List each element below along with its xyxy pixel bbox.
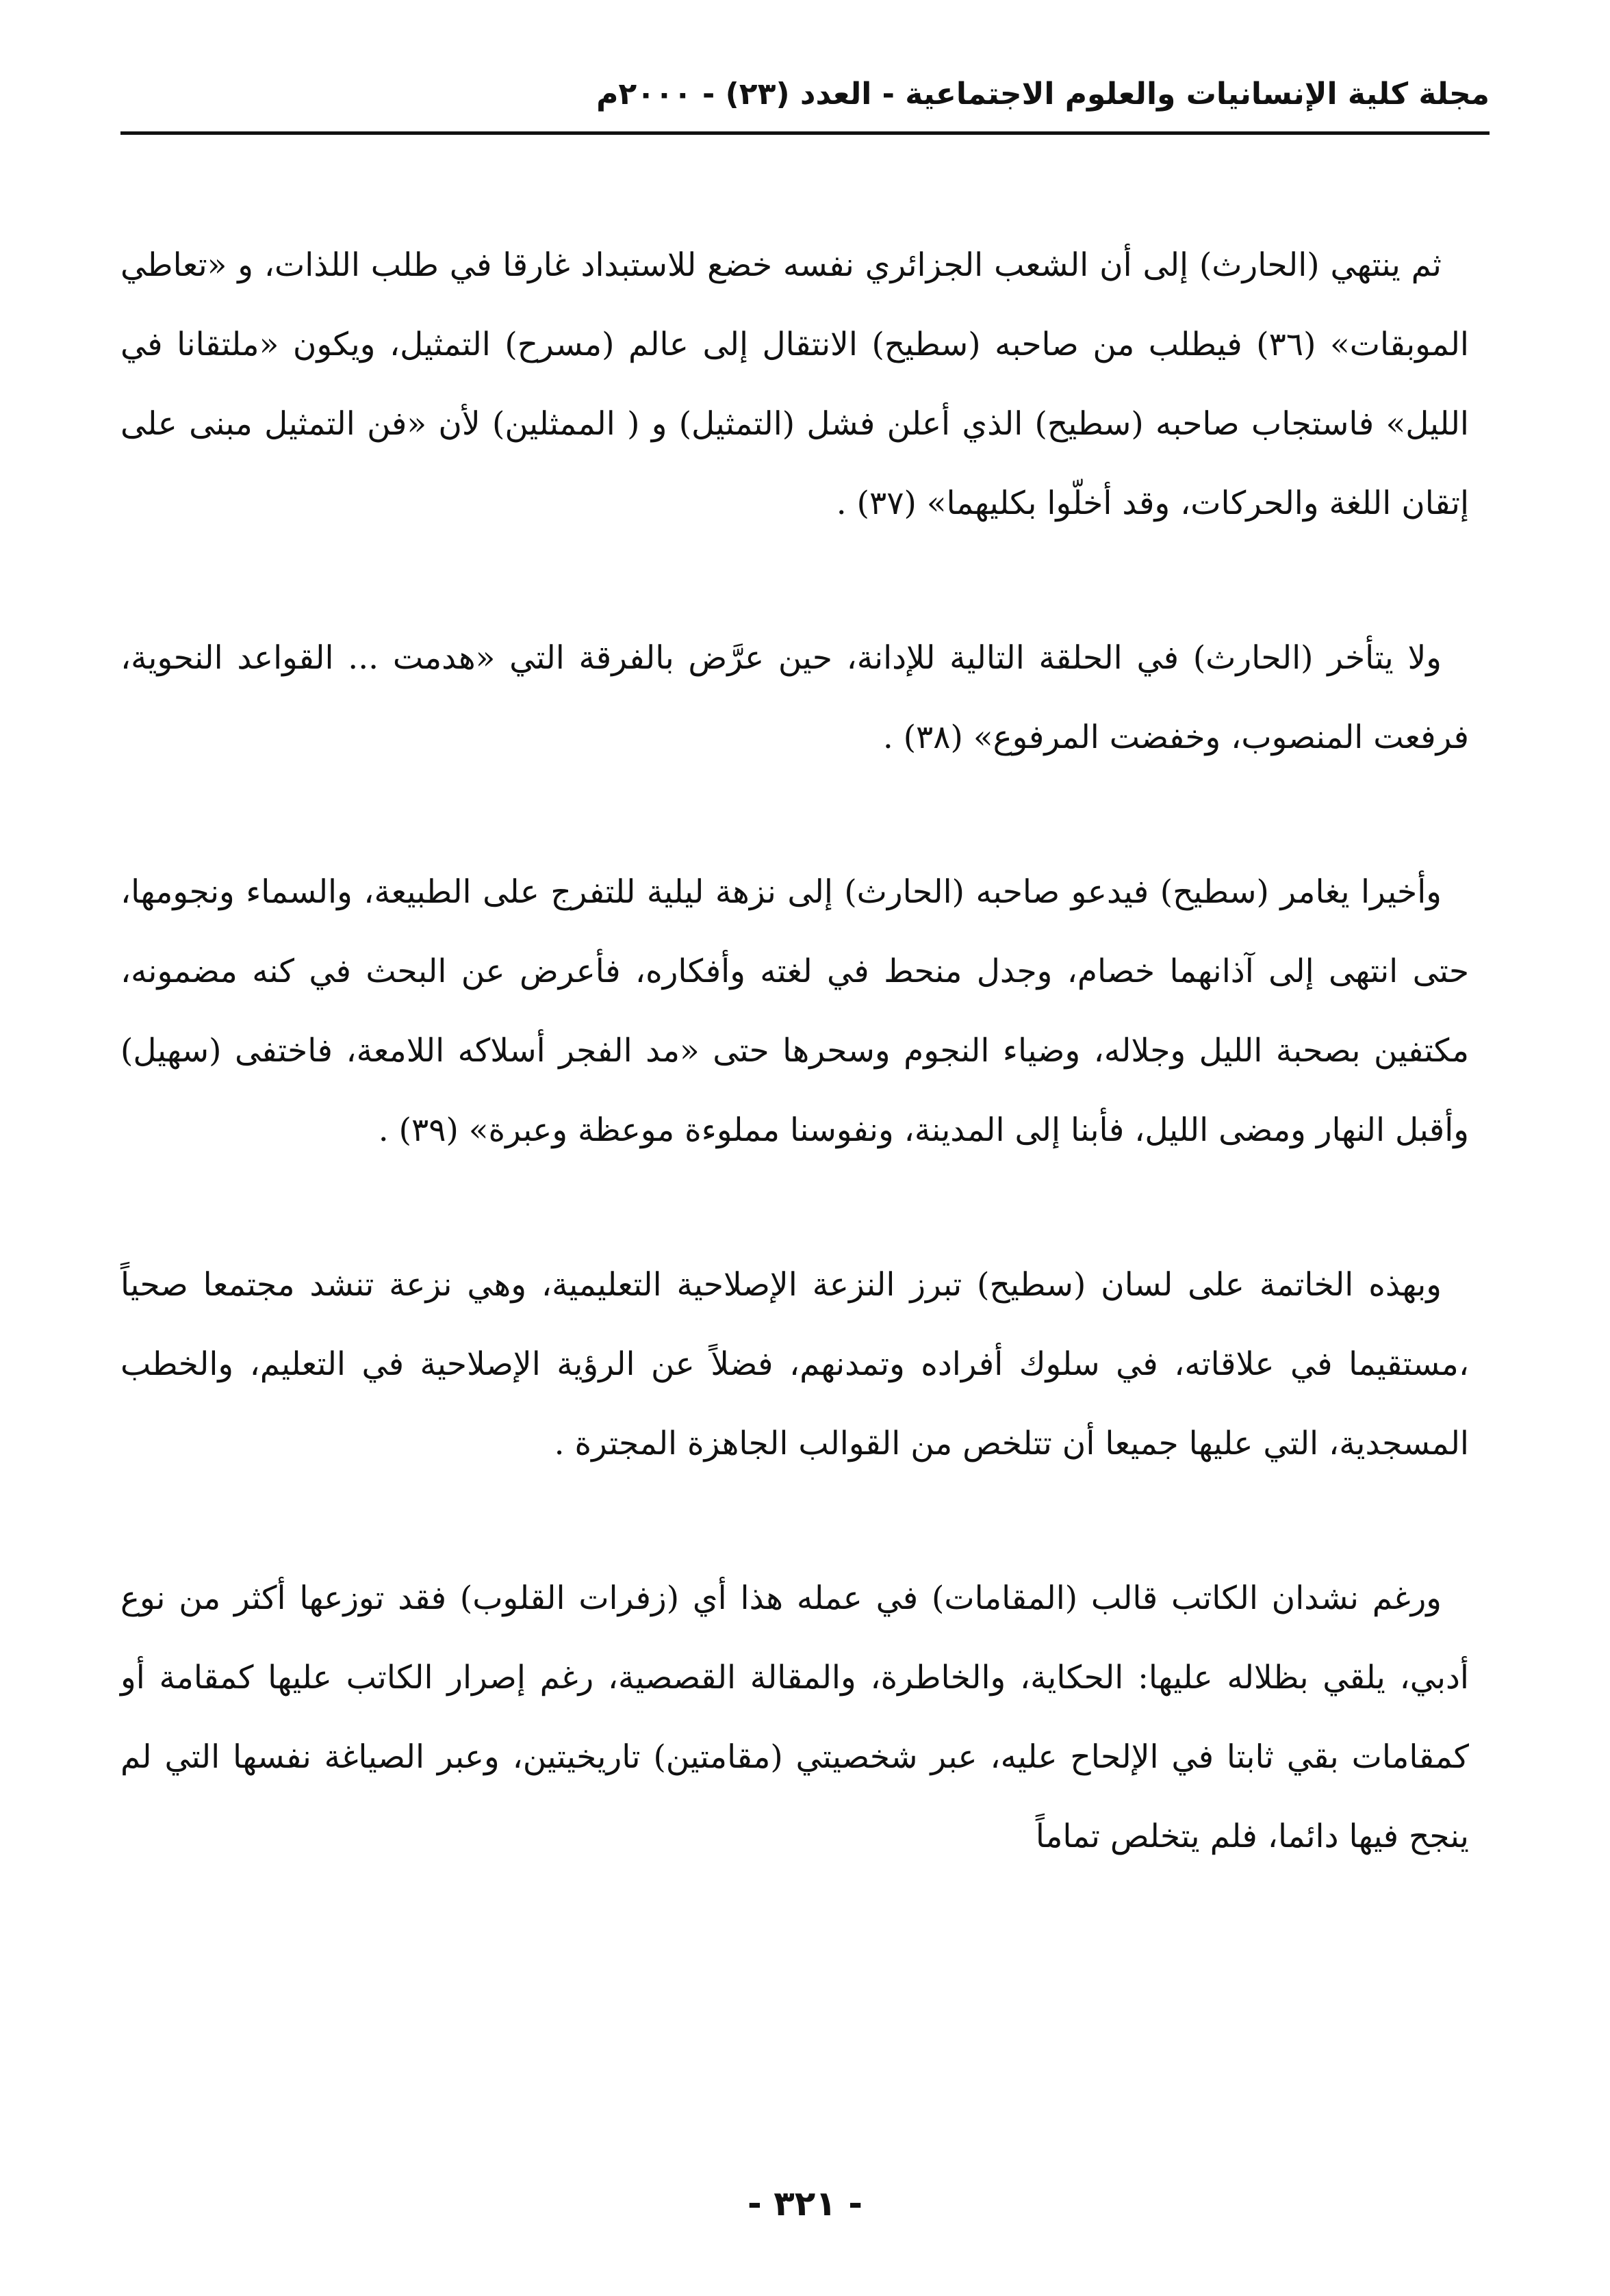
- running-header: [120, 66, 1490, 134]
- paragraph: ولا يتأخر (الحارث) في الحلقة التالية للإدانة، حين عرَّض بالفرقة التي «هدمت ... القواعد النحوية، فرفعت المنصوب، وخفضت المرفوع» (٣٨) .: [120, 639, 1469, 756]
- paragraph: ثم ينتهي (الحارث) إلى أن الشعب الجزائري نفسه خضع للاستبداد غارقا في طلب اللذات، و «تعاطي الموبقات» (٣٦) فيطلب من صاحبه (سطيح) الانتقال إلى عالم (مسرح) التمثيل، ويكون «ملتقانا في الليل» فاستجاب صاحبه (سطيح) الذي أعلن فشل (التمثيل) و ( الممثلين) لأن «فن التمثيل مبنى على إتقان اللغة والحركات، وقد أخلّوا بكليهما» (٣٧) .: [120, 246, 1469, 522]
- paragraph: ورغم نشدان الكاتب قالب (المقامات) في عمله هذا أي (زفرات القلوب) فقد توزعها أكثر من نوع أدبي، يلقي بظلاله عليها: الحكاية، والخاطرة، والمقالة القصصية، رغم إصرار الكاتب عليها كمقامة أو كمقامات بقي ثابتا في الإلحاح عليه، عبر شخصيتي (مقامتين) تاريخيتين، وعبر الصياغة نفسها التي لم ينجح فيها دائما، فلم يتخلص تماماً: [120, 1579, 1469, 1855]
- page-number: - ٣٢١ -: [748, 2184, 862, 2223]
- paragraph: وبهذه الخاتمة على لسان (سطيح) تبرز النزعة الإصلاحية التعليمية، وهي نزعة تنشد مجتمعا صحياً ،مستقيما في علاقاته، في سلوك أفراده وتمدنهم، فضلاً عن الرؤية الإصلاحية في التعليم، والخطب المسجدية، التي عليها جميعا أن تتلخص من القوالب الجاهزة المجترة .: [120, 1266, 1469, 1462]
- journal-title: مجلة كلية الإنسانيات والعلوم الاجتماعية - العدد (٢٣) - ٢٠٠٠م: [596, 77, 1490, 112]
- paragraph: وأخيرا يغامر (سطيح) فيدعو صاحبه (الحارث) إلى نزهة ليلية للتفرج على الطبيعة، والسماء ونجومها، حتى انتهى إلى آذانهما خصام، وجدل منحط في لغته وأفكاره، فأعرض عن البحث في كنه مضمونه، مكتفين بصحبة الليل وجلاله، وضياء النجوم وسحرها حتى «مد الفجر أسلاكه اللامعة، فاختفى (سهيل) وأقبل النهار ومضى الليل، فأبنا إلى المدينة، ونفوسنا مملوءة موعظة وعبرة» (٣٩) .: [120, 873, 1469, 1149]
- article-body: [120, 226, 1469, 1876]
- header-rule: [120, 131, 1490, 135]
